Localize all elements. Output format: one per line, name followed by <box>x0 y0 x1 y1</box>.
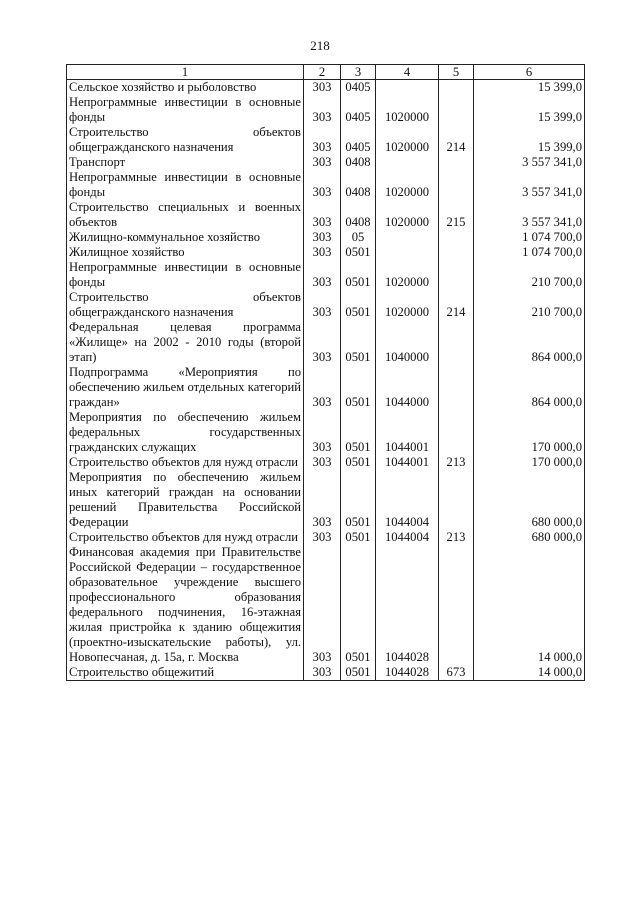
row-c3-cell: 0501 <box>341 365 376 410</box>
row-c6-cell: 170 000,0 <box>474 410 585 455</box>
row-c2-cell: 303 <box>304 455 341 470</box>
row-c2-cell: 303 <box>304 230 341 245</box>
row-c6-cell: 680 000,0 <box>474 470 585 530</box>
row-c6-cell: 15 399,0 <box>474 125 585 155</box>
row-c2-cell: 303 <box>304 665 341 681</box>
row-c4-cell: 1044000 <box>376 365 439 410</box>
row-c3-cell: 0501 <box>341 665 376 681</box>
column-header: 1 <box>67 65 304 80</box>
row-c5-cell: 215 <box>439 200 474 230</box>
row-c3-cell: 0405 <box>341 125 376 155</box>
row-c6-cell: 1 074 700,0 <box>474 245 585 260</box>
table-row <box>67 410 585 455</box>
row-name-cell: Строительство объектов общегражданского назначения <box>67 290 304 320</box>
row-c6-cell: 15 399,0 <box>474 95 585 125</box>
row-name-cell: Жилищно-коммунальное хозяйство <box>67 230 304 245</box>
table-row <box>67 470 585 530</box>
row-c6-cell: 1 074 700,0 <box>474 230 585 245</box>
row-c6-cell: 3 557 341,0 <box>474 200 585 230</box>
table-row <box>67 155 585 170</box>
row-c2-cell: 303 <box>304 290 341 320</box>
row-name-cell: Мероприятия по обеспечению жильем федеральных государственных гражданских служащих <box>67 410 304 455</box>
row-c5-cell <box>439 365 474 410</box>
row-c6-cell: 3 557 341,0 <box>474 170 585 200</box>
row-c5-cell: 214 <box>439 290 474 320</box>
table-row <box>67 365 585 410</box>
row-c2-cell: 303 <box>304 80 341 96</box>
row-c6-cell: 864 000,0 <box>474 365 585 410</box>
row-c5-cell <box>439 230 474 245</box>
row-c5-cell <box>439 80 474 96</box>
row-c4-cell <box>376 230 439 245</box>
column-header: 2 <box>304 65 341 80</box>
row-c3-cell: 0501 <box>341 545 376 665</box>
row-name-cell: Транспорт <box>67 155 304 170</box>
row-c3-cell: 0501 <box>341 530 376 545</box>
row-c4-cell: 1020000 <box>376 170 439 200</box>
row-name-cell: Федеральная целевая программа «Жилище» на 2002 - 2010 годы (второй этап) <box>67 320 304 365</box>
row-name-cell: Строительство объектов общегражданского назначения <box>67 125 304 155</box>
table-row <box>67 320 585 365</box>
row-c4-cell: 1044028 <box>376 545 439 665</box>
row-c4-cell: 1040000 <box>376 320 439 365</box>
row-c5-cell <box>439 410 474 455</box>
row-c4-cell <box>376 245 439 260</box>
table-row <box>67 230 585 245</box>
row-c3-cell: 0405 <box>341 80 376 96</box>
table-row <box>67 665 585 681</box>
row-name-cell: Жилищное хозяйство <box>67 245 304 260</box>
row-name-cell: Строительство специальных и военных объектов <box>67 200 304 230</box>
table-row <box>67 290 585 320</box>
row-c3-cell: 0501 <box>341 470 376 530</box>
row-c2-cell: 303 <box>304 125 341 155</box>
row-c6-cell: 170 000,0 <box>474 455 585 470</box>
row-c5-cell <box>439 470 474 530</box>
row-c3-cell: 0405 <box>341 95 376 125</box>
row-c5-cell <box>439 545 474 665</box>
row-c5-cell: 673 <box>439 665 474 681</box>
row-c5-cell <box>439 155 474 170</box>
row-c5-cell <box>439 320 474 365</box>
row-c4-cell: 1020000 <box>376 290 439 320</box>
table-row <box>67 95 585 125</box>
row-name-cell: Непрограммные инвестиции в основные фонды <box>67 260 304 290</box>
row-c4-cell: 1020000 <box>376 125 439 155</box>
row-c2-cell: 303 <box>304 530 341 545</box>
row-c2-cell: 303 <box>304 155 341 170</box>
column-header: 4 <box>376 65 439 80</box>
row-name-cell: Подпрограмма «Мероприятия по обеспечению жильем отдельных категорий граждан» <box>67 365 304 410</box>
table-row <box>67 170 585 200</box>
page-number: 218 <box>310 38 330 53</box>
row-name-cell: Строительство общежитий <box>67 665 304 681</box>
table-row <box>67 200 585 230</box>
row-c6-cell: 210 700,0 <box>474 260 585 290</box>
row-c4-cell <box>376 155 439 170</box>
row-c6-cell: 864 000,0 <box>474 320 585 365</box>
row-c3-cell: 0501 <box>341 245 376 260</box>
table-row <box>67 125 585 155</box>
table-row <box>67 245 585 260</box>
column-header: 5 <box>439 65 474 80</box>
row-c2-cell: 303 <box>304 170 341 200</box>
budget-table <box>66 64 585 681</box>
row-c6-cell: 680 000,0 <box>474 530 585 545</box>
table-row <box>67 455 585 470</box>
row-c5-cell <box>439 260 474 290</box>
row-name-cell: Непрограммные инвестиции в основные фонды <box>67 170 304 200</box>
row-c4-cell <box>376 80 439 96</box>
row-c6-cell: 210 700,0 <box>474 290 585 320</box>
row-c5-cell: 213 <box>439 530 474 545</box>
row-name-cell: Сельское хозяйство и рыболовство <box>67 80 304 96</box>
row-c6-cell: 14 000,0 <box>474 545 585 665</box>
row-c2-cell: 303 <box>304 95 341 125</box>
table-row <box>67 80 585 96</box>
row-c4-cell: 1044004 <box>376 470 439 530</box>
row-c4-cell: 1020000 <box>376 200 439 230</box>
row-c6-cell: 15 399,0 <box>474 80 585 96</box>
table-header-row <box>67 65 585 80</box>
row-c3-cell: 0501 <box>341 320 376 365</box>
row-c2-cell: 303 <box>304 545 341 665</box>
row-c3-cell: 0408 <box>341 170 376 200</box>
row-c5-cell <box>439 170 474 200</box>
table-row <box>67 260 585 290</box>
row-c5-cell <box>439 245 474 260</box>
row-c5-cell <box>439 95 474 125</box>
row-c5-cell: 214 <box>439 125 474 155</box>
table-row <box>67 545 585 665</box>
row-c4-cell: 1044028 <box>376 665 439 681</box>
row-c4-cell: 1044001 <box>376 455 439 470</box>
row-c4-cell: 1044001 <box>376 410 439 455</box>
row-c2-cell: 303 <box>304 365 341 410</box>
row-c4-cell: 1044004 <box>376 530 439 545</box>
row-name-cell: Финансовая академия при Правительстве Российской Федерации – государственное образовательное учреждение высшего профессионального образования федерального подчинения, 16-этажная жилая пристройка к зданию общежития (проектно-изыскательские работы), ул. Новопесчаная, д. 15а, г. Москва <box>67 545 304 665</box>
row-c3-cell: 0408 <box>341 155 376 170</box>
row-c3-cell: 0501 <box>341 410 376 455</box>
column-header: 6 <box>474 65 585 80</box>
row-c6-cell: 14 000,0 <box>474 665 585 681</box>
row-name-cell: Непрограммные инвестиции в основные фонды <box>67 95 304 125</box>
row-c2-cell: 303 <box>304 200 341 230</box>
table-row <box>67 530 585 545</box>
row-c2-cell: 303 <box>304 260 341 290</box>
row-c4-cell: 1020000 <box>376 95 439 125</box>
row-c6-cell: 3 557 341,0 <box>474 155 585 170</box>
row-name-cell: Строительство объектов для нужд отрасли <box>67 530 304 545</box>
row-c3-cell: 0501 <box>341 455 376 470</box>
row-c3-cell: 05 <box>341 230 376 245</box>
row-name-cell: Мероприятия по обеспечению жильем иных категорий граждан на основании решений Правительства Российской Федерации <box>67 470 304 530</box>
row-c2-cell: 303 <box>304 320 341 365</box>
row-c2-cell: 303 <box>304 245 341 260</box>
row-c3-cell: 0501 <box>341 290 376 320</box>
row-c5-cell: 213 <box>439 455 474 470</box>
row-c4-cell: 1020000 <box>376 260 439 290</box>
row-c3-cell: 0501 <box>341 260 376 290</box>
column-header: 3 <box>341 65 376 80</box>
row-c2-cell: 303 <box>304 410 341 455</box>
row-name-cell: Строительство объектов для нужд отрасли <box>67 455 304 470</box>
row-c2-cell: 303 <box>304 470 341 530</box>
row-c3-cell: 0408 <box>341 200 376 230</box>
